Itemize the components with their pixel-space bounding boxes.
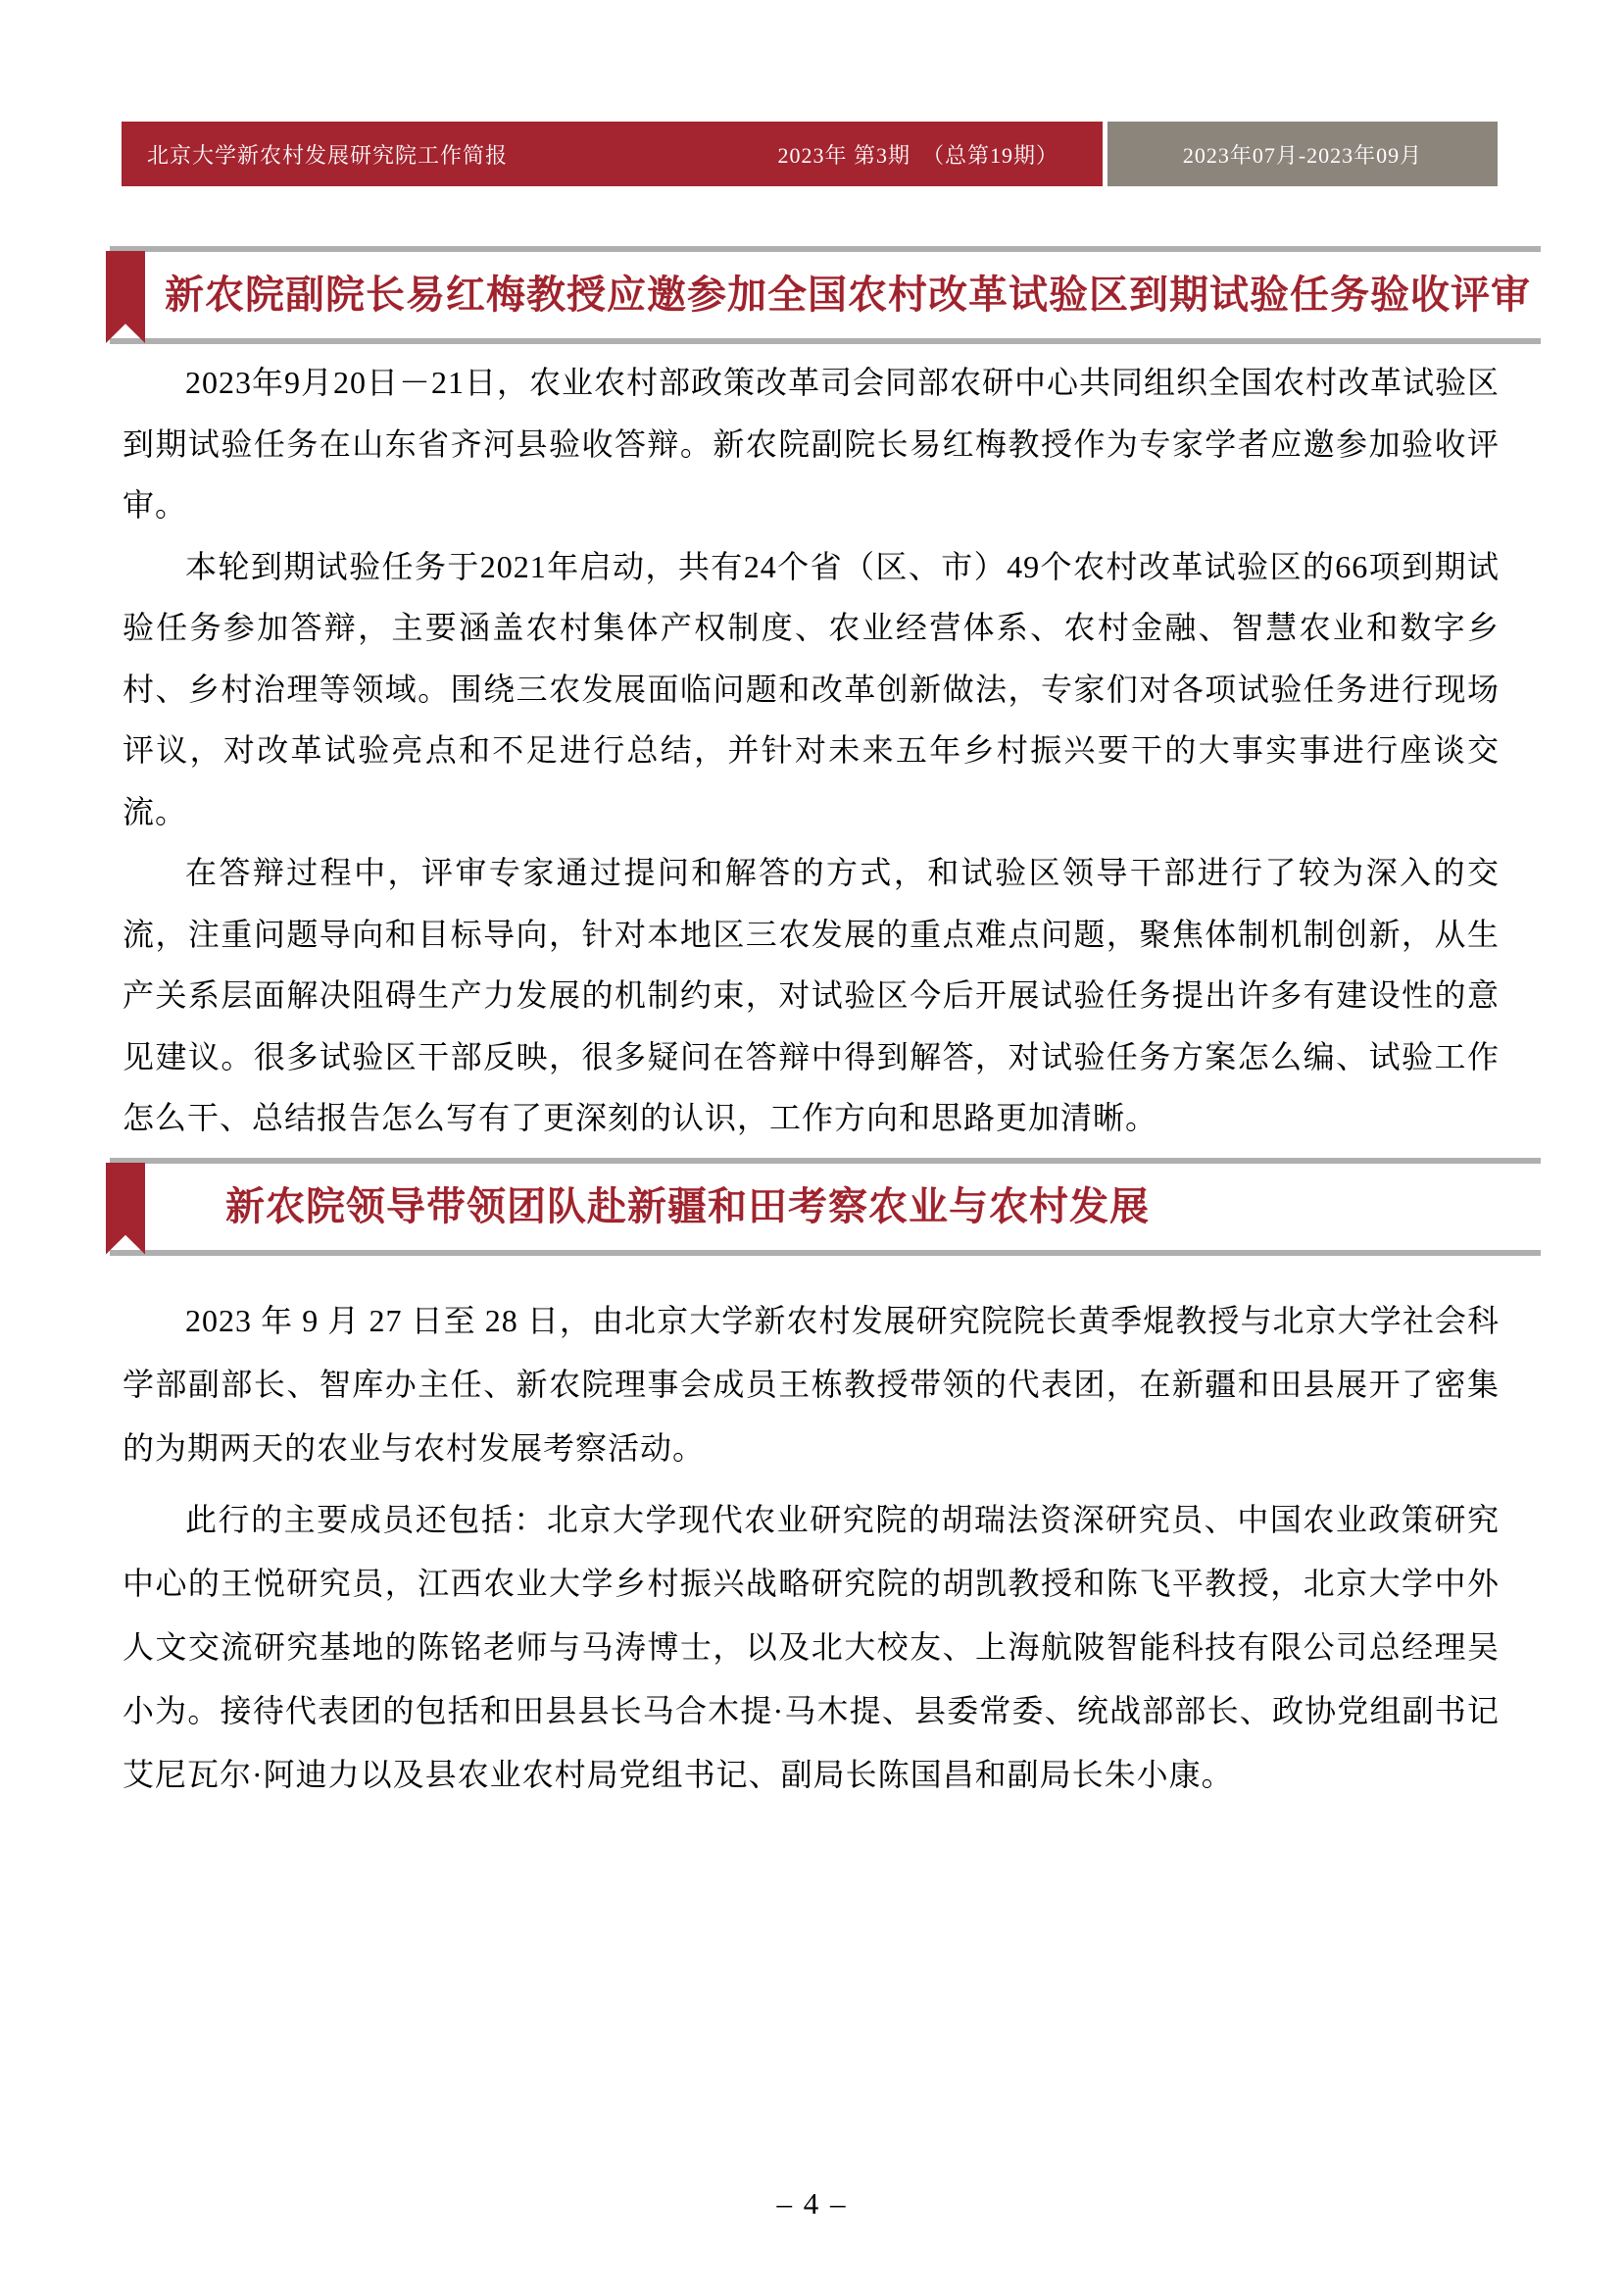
paragraph: 2023 年 9 月 27 日至 28 日，由北京大学新农村发展研究院院长黄季焜教授与北京大学社会科学部副部长、智库办主任、新农院理事会成员王栋教授带领的代表团，在新疆和田县展开了密集的为期两天的农业与农村发展考察活动。: [123, 1302, 1500, 1466]
section-heading-band: [110, 246, 1541, 344]
masthead-red-bar: [122, 122, 1103, 186]
paragraph: 在答辩过程中，评审专家通过提问和解答的方式，和试验区领导干部进行了较为深入的交流，注重问题导向和目标导向，针对本地区三农发展的重点难点问题，聚焦体制机制创新，从生产关系层面解决阻碍生产力发展的机制约束，对试验区今后开展试验任务提出许多有建设性的意见建议。很多试验区干部反映，很多疑问在答辩中得到解答，对试验任务方案怎么编、试验工作怎么干、总结报告怎么写有了更深刻的认识，工作方向和思路更加清晰。: [123, 855, 1500, 1135]
paragraph: 本轮到期试验任务于2021年启动，共有24个省（区、市）49个农村改革试验区的66项到期试验任务参加答辩，主要涵盖农村集体产权制度、农业经营体系、农村金融、智慧农业和数字乡村、乡村治理等领域。围绕三农发展面临问题和改革创新做法，专家们对各项试验任务进行现场评议，对改革试验亮点和不足进行总结，并针对未来五年乡村振兴要干的大事实事进行座谈交流。: [123, 548, 1500, 829]
masthead-date-block: [1107, 122, 1498, 186]
section-title: 新农院副院长易红梅教授应邀参加全国农村改革试验区到期试验任务验收评审: [165, 274, 1531, 317]
newsletter-title: 北京大学新农村发展研究院工作简报: [147, 142, 509, 168]
section-heading-band: [110, 1158, 1541, 1256]
paragraph: 2023年9月20日－21日，农业农村部政策改革司会同部农研中心共同组织全国农村改革试验区到期试验任务在山东省齐河县验收答辩。新农院副院长易红梅教授作为专家学者应邀参加验收评审。: [123, 365, 1501, 523]
issue-number: 2023年 第3期 （总第19期）: [777, 142, 1058, 168]
section-hetian-visit: [123, 1158, 1500, 1807]
page-footer: [0, 2186, 1624, 2221]
paragraph: 此行的主要成员还包括：北京大学现代农业研究院的胡瑞法资深研究员、中国农业政策研究中心的王悦研究员，江西农业大学乡村振兴战略研究院的胡凯教授和陈飞平教授，北京大学中外人文交流研究基地的陈铭老师与马涛博士，以及北大校友、上海航陂智能科技有限公司总经理吴小为。接待代表团的包括和田县县长马合木提·马木提、县委常委、统战部部长、政协党组副书记艾尼瓦尔·阿迪力以及县农业农村局党组书记、副局长陈国昌和副局长朱小康。: [123, 1501, 1500, 1792]
page-content: [123, 186, 1531, 1807]
page-header: [122, 122, 1498, 186]
section-review-meeting: [123, 246, 1531, 1149]
page-number: – 4 –: [776, 2186, 848, 2221]
date-range: 2023年07月-2023年09月: [1182, 142, 1423, 168]
section-title: 新农院领导带领团队赴新疆和田考察农业与农村发展: [225, 1184, 1150, 1228]
